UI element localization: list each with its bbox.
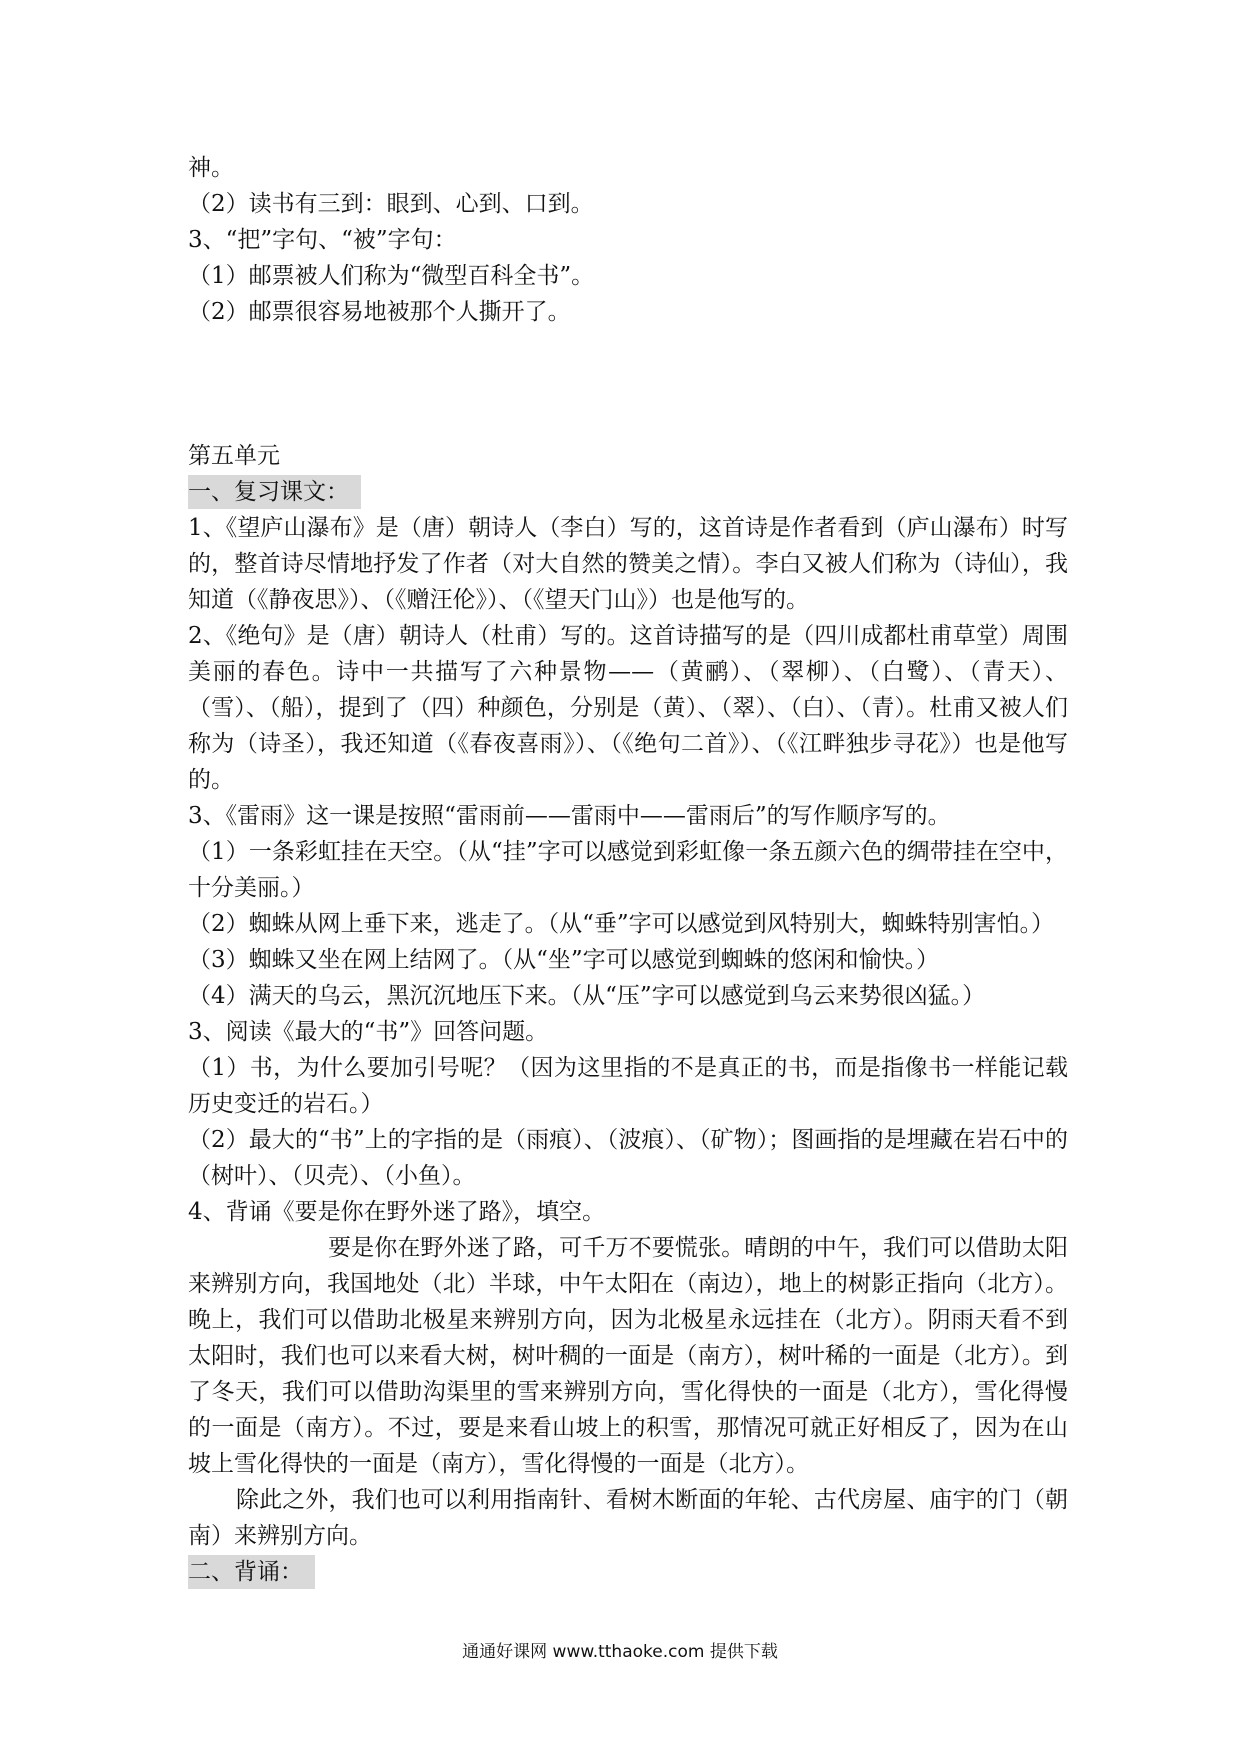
paragraph: （2）蜘蛛从网上垂下来，逃走了。（从“垂”字可以感觉到风特别大，蜘蛛特别害怕。） (188, 911, 1055, 937)
paragraph: （4）满天的乌云，黑沉沉地压下来。（从“压”字可以感觉到乌云来势很凶猛。） (188, 983, 986, 1009)
text-line: （1）邮票被人们称为“微型百科全书”。 (188, 263, 595, 289)
text-line: 3、“把”字句、“被”字句： (188, 227, 457, 253)
closing-paragraph: 除此之外，我们也可以利用指南针、看树木断面的年轮、古代房屋、庙宇的门（朝南）来辨别方向。 (188, 1487, 1068, 1549)
section-heading-review: 一、复习课文： (188, 475, 361, 509)
paragraph: （1）一条彩虹挂在天空。（从“挂”字可以感觉到彩虹像一条五颜六色的绸带挂在空中，十分美丽。） (188, 839, 1068, 901)
spacer (188, 330, 1068, 438)
text-line: （2）邮票很容易地被那个人撕开了。 (188, 299, 571, 325)
paragraph: 3、阅读《最大的“书”》回答问题。 (188, 1019, 549, 1045)
unit-title: 第五单元 (188, 443, 280, 469)
paragraph: 4、背诵《要是你在野外迷了路》，填空。 (188, 1199, 606, 1225)
recitation-passage: 要是你在野外迷了路，可千万不要慌张。晴朗的中午，我们可以借助太阳来辨别方向，我国地处（北）半球，中午太阳在（南边），地上的树影正指向（北方）。晚上，我们可以借助北极星来辨别方向，因为北极星永远挂在（北方）。阴雨天看不到太阳时，我们也可以来看大树，树叶稠的一面是（南方），树叶稀的一面是（北方）。到了冬天，我们可以借助沟渠里的雪来辨别方向，雪化得快的一面是（北方），雪化得慢的一面是（南方）。不过，要是来看山坡上的积雪，那情况可就正好相反了，因为在山坡上雪化得快的一面是（南方），雪化得慢的一面是（北方）。 (188, 1235, 1068, 1477)
paragraph: （2）最大的“书”上的字指的是（雨痕）、（波痕）、（矿物）；图画指的是埋藏在岩石中的（树叶）、（贝壳）、（小鱼）。 (188, 1127, 1068, 1189)
text-line: 神。 (188, 155, 234, 181)
paragraph: 3、《雷雨》这一课是按照“雷雨前——雷雨中——雷雨后”的写作顺序写的。 (188, 803, 951, 829)
document-page (188, 150, 1068, 1590)
paragraph: （3）蜘蛛又坐在网上结网了。（从“坐”字可以感觉到蜘蛛的悠闲和愉快。） (188, 947, 940, 973)
section-heading-recite: 二、背诵： (188, 1555, 315, 1589)
page-footer: 通通好课网 www.tthaoke.com 提供下载 (462, 1642, 778, 1662)
text-line: （2）读书有三到：眼到、心到、口到。 (188, 191, 594, 217)
paragraph: （1）书，为什么要加引号呢？（因为这里指的不是真正的书，而是指像书一样能记载历史变迁的岩石。） (188, 1055, 1068, 1117)
paragraph: 1、《望庐山瀑布》是（唐）朝诗人（李白）写的，这首诗是作者看到（庐山瀑布）时写的，整首诗尽情地抒发了作者（对大自然的赞美之情）。李白又被人们称为（诗仙），我知道（《静夜思》）、（《赠汪伦》）、（《望天门山》）也是他写的。 (188, 515, 1068, 613)
paragraph: 2、《绝句》是（唐）朝诗人（杜甫）写的。这首诗描写的是（四川成都杜甫草堂）周围美丽的春色。诗中一共描写了六种景物——（黄鹂）、（翠柳）、（白鹭）、（青天）、（雪）、（船），提到了（四）种颜色，分别是（黄）、（翠）、（白）、（青）。杜甫又被人们称为（诗圣），我还知道（《春夜喜雨》）、（《绝句二首》）、（《江畔独步寻花》）也是他写的。 (188, 623, 1068, 793)
